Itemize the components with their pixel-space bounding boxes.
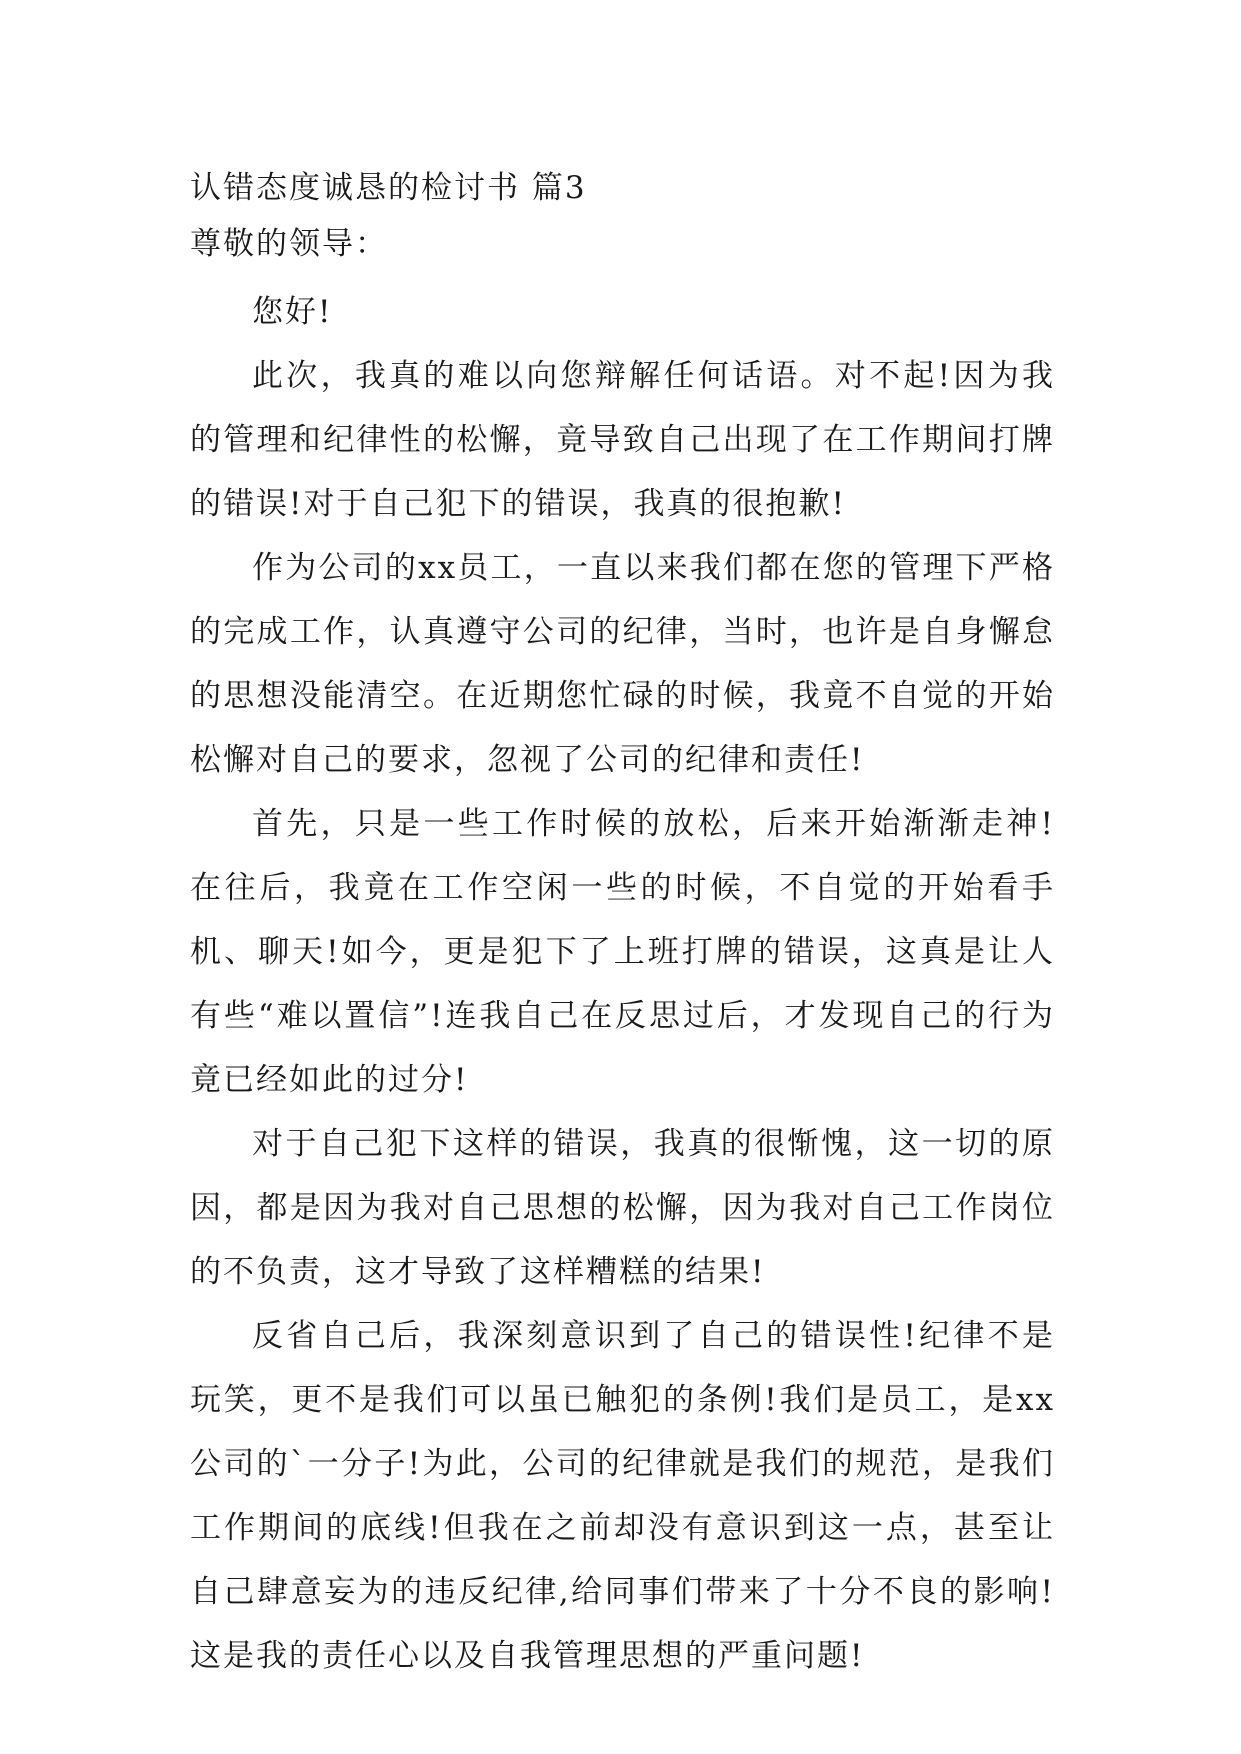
document-title: 认错态度诚恳的检讨书 篇3 — [190, 170, 587, 206]
paragraph: 作为公司的xx员工，一直以来我们都在您的管理下严格的完成工作，认真遵守公司的纪律，当时，也许是自身懈怠的思想没能清空。在近期您忙碌的时候，我竟不自觉的开始松懈对自己的要求，忽视了公司的纪律和责任! — [190, 550, 1055, 778]
paragraph: 反省自己后，我深刻意识到了自己的错误性!纪律不是玩笑，更不是我们可以虽已触犯的条例!我们是员工，是xx公司的`一分子!为此，公司的纪律就是我们的规范，是我们工作期间的底线!但我在之前却没有意识到这一点，甚至让自己肆意妄为的违反纪律,给同事们带来了十分不良的影响!这是我的责任心以及自我管理思想的严重问题! — [190, 1318, 1055, 1674]
paragraph: 此次，我真的难以向您辩解任何话语。对不起!因为我的管理和纪律性的松懈，竟导致自己出现了在工作期间打牌的错误!对于自己犯下的错误，我真的很抱歉! — [190, 358, 1055, 522]
paragraph: 对于自己犯下这样的错误，我真的很惭愧，这一切的原因，都是因为我对自己思想的松懈，因为我对自己工作岗位的不负责，这才导致了这样糟糕的结果! — [190, 1126, 1055, 1290]
paragraph: 首先，只是一些工作时候的放松，后来开始渐渐走神!在往后，我竟在工作空闲一些的时候，不自觉的开始看手机、聊天!如今，更是犯下了上班打牌的错误，这真是让人有些“难以置信”!连我自己在反思过后，才发现自己的行为竟已经如此的过分! — [190, 806, 1055, 1098]
paragraph-greeting: 您好! — [252, 294, 333, 330]
salutation: 尊敬的领导： — [190, 226, 388, 262]
document-body — [190, 160, 1055, 1688]
